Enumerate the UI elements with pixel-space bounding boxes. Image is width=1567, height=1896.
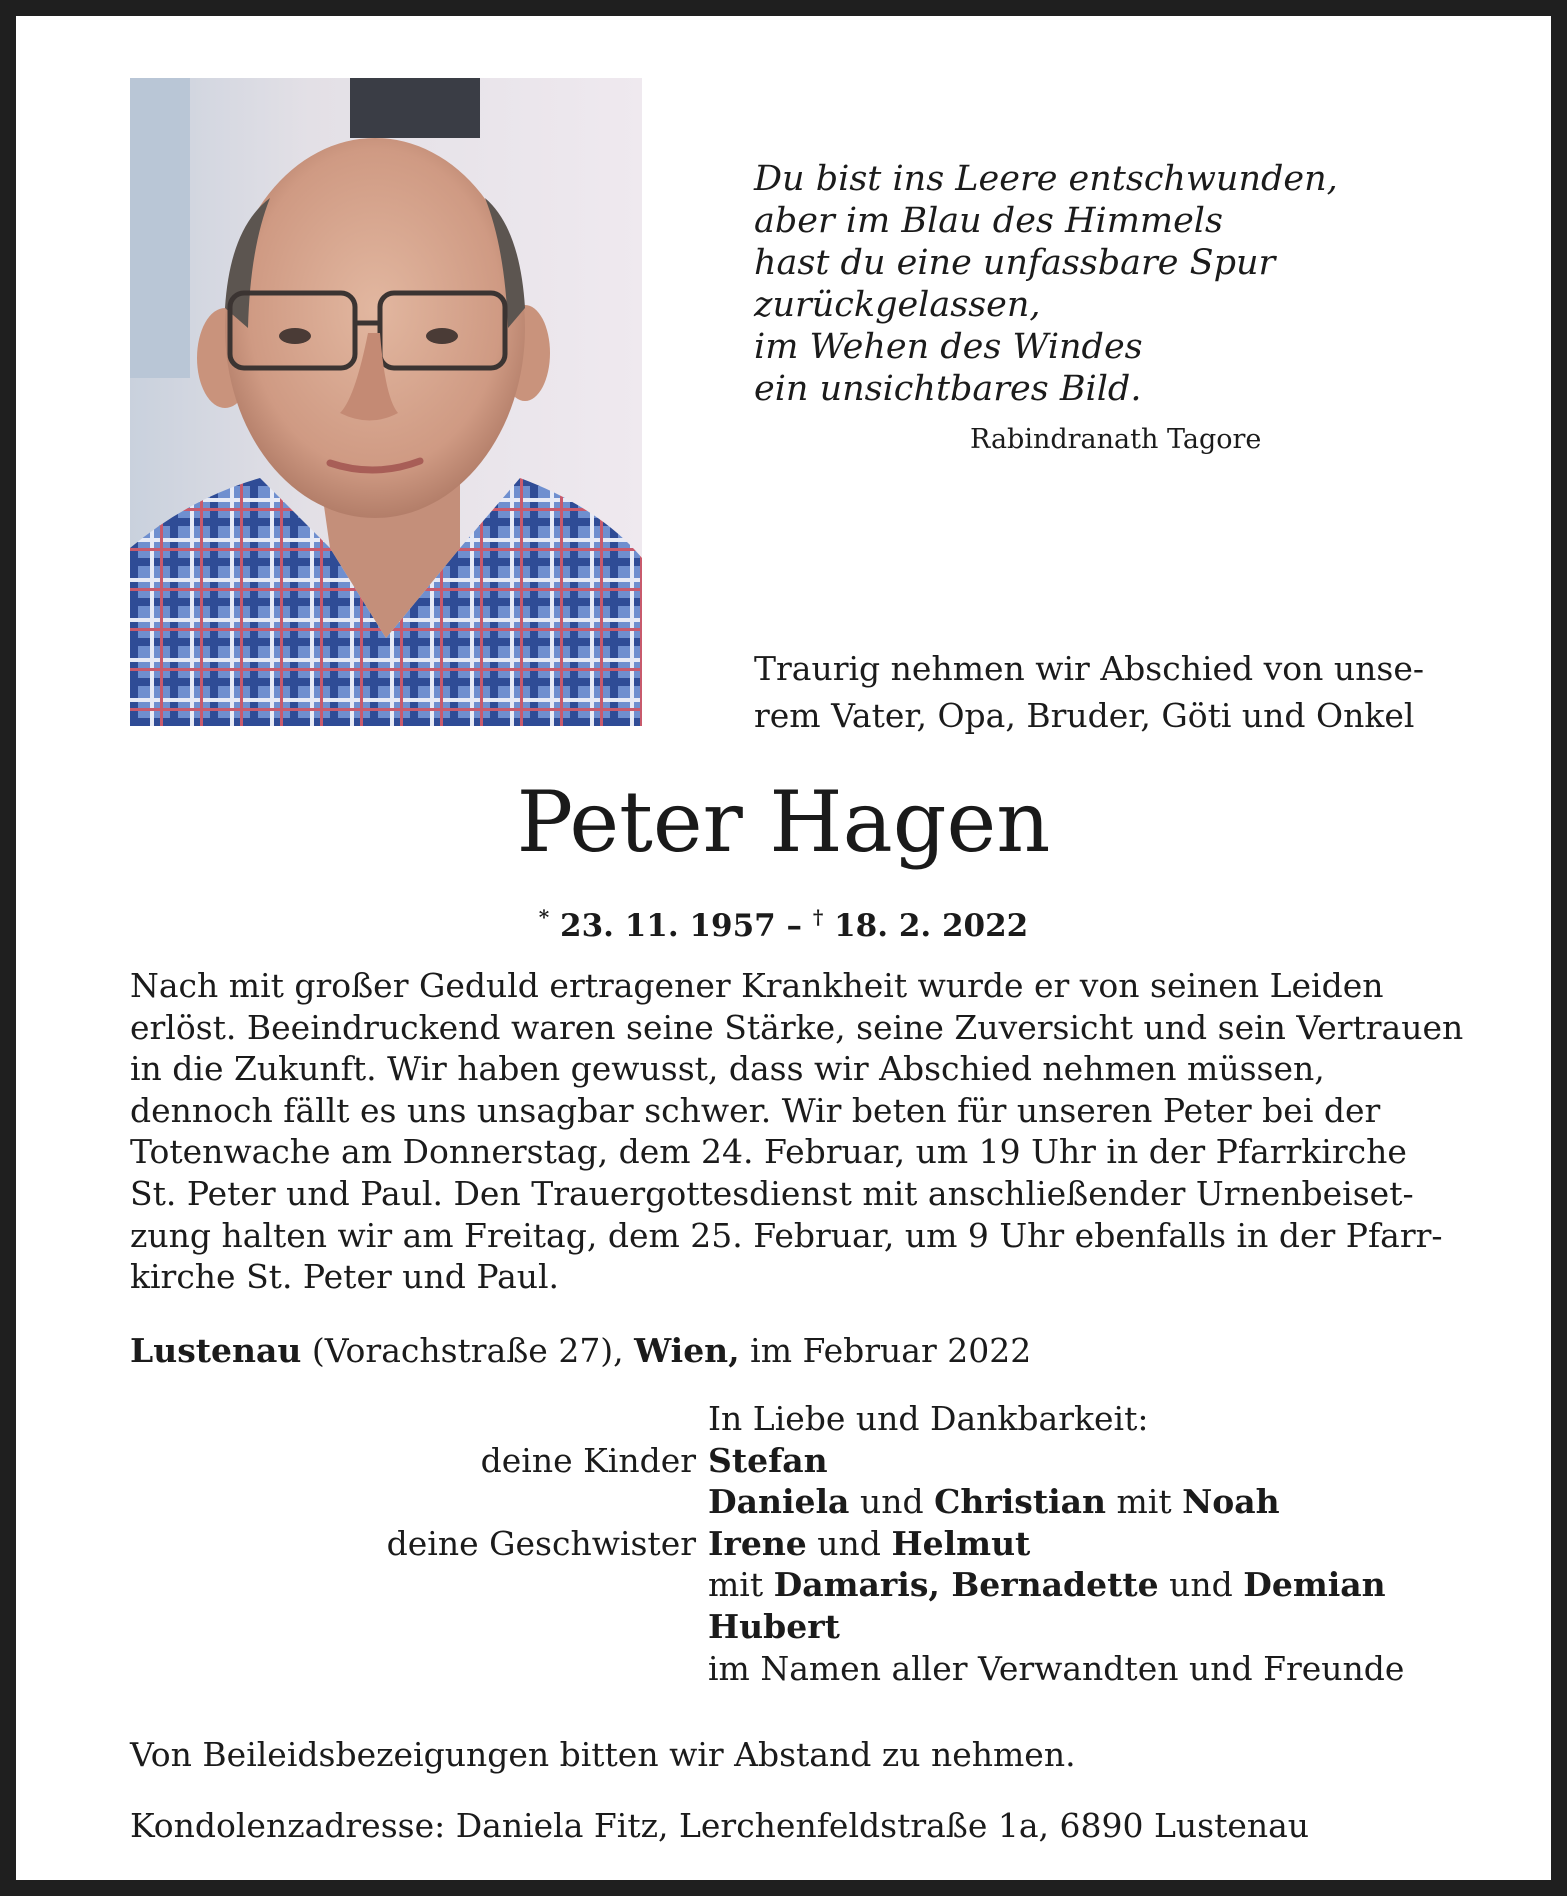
poem-line: Du bist ins Leere entschwunden, [754,159,1338,199]
poem [754,158,1454,410]
date-separator: – [786,908,803,944]
body-line: Totenwache am Donnerstag, dem 24. Februar, um 19 Uhr in der Pfarrkirche [130,1132,1407,1172]
poem-line: aber im Blau des Himmels [754,201,1223,241]
body-line: Nach mit großer Geduld ertragener Krankheit wurde er von seinen Leiden [130,966,1384,1005]
condolence-address: Kondolenzadresse: Daniela Fitz, Lerchenfeldstraße 1a, 6890 Lustenau [130,1806,1310,1845]
body-line: kirche St. Peter und Paul. [130,1257,560,1297]
place-city-lustenau: Lustenau [130,1331,302,1370]
place-date-line [130,1328,1430,1374]
intro-line: Traurig nehmen wir Abschied von unse- [754,649,1425,688]
children-label: deine Kinder [480,1440,696,1480]
poem-line: ein unsichtbares Bild. [754,369,1142,409]
body-line: erlöst. Beeindruckend waren seine Stärke, seine Zuversicht und sein Vertrauen [130,1007,1464,1047]
body-line: in die Zukunft. Wir haben gewusst, dass wir Abschied nehmen müssen, [130,1049,1325,1089]
place-date: im Februar 2022 [739,1331,1032,1370]
death-symbol: † [812,905,824,929]
condolence-note: Von Beileidsbezeigungen bitten wir Abstand zu nehmen. [130,1735,1076,1774]
poem-line: hast du eine unfassbare Spur [754,243,1276,283]
nephew-name: Demian [1243,1565,1386,1605]
intro-text [754,645,1494,739]
birth-symbol: * [538,905,550,929]
obituary-body [130,965,1464,1298]
conjunction: mit [1106,1482,1183,1522]
siblings-label: deine Geschwister [386,1523,696,1563]
partner-name: Helmut [891,1523,1031,1563]
mourners-list [130,1398,1450,1689]
conjunction: mit [708,1565,774,1605]
body-line: St. Peter und Paul. Den Trauergottesdienst mit anschließender Urnenbeiset- [130,1173,1414,1213]
portrait-photo [130,78,642,726]
conjunction: und [849,1482,935,1522]
deceased-name: Peter Hagen [516,773,1051,871]
death-date: 18. 2. 2022 [834,908,1029,944]
sibling-name: Hubert [708,1606,840,1646]
place-city-wien: Wien, [634,1331,740,1370]
child-name: Daniela [708,1482,850,1522]
child-name: Stefan [708,1440,828,1480]
conjunction: und [1158,1565,1244,1605]
niece-names: Damaris, Bernadette [773,1565,1159,1605]
partner-name: Christian [934,1482,1106,1522]
body-line: zung halten wir am Freitag, dem 25. Februar, um 9 Uhr ebenfalls in der Pfarr- [130,1215,1443,1255]
grandchild-name: Noah [1182,1482,1280,1522]
conjunction: und [806,1523,892,1563]
poem-line: zurückgelassen, [754,285,1041,325]
birth-date: 23. 11. 1957 [560,908,776,944]
signoff-closing: im Namen aller Verwandten und Freunde [708,1648,1405,1688]
place-address: (Vorachstraße 27), [301,1331,635,1370]
body-line: dennoch fällt es uns unsagbar schwer. Wir beten für unseren Peter bei der [130,1090,1381,1130]
poem-line: im Wehen des Windes [754,327,1143,367]
poem-author: Rabindranath Tagore [970,424,1262,455]
sibling-name: Irene [708,1523,807,1563]
intro-line: rem Vater, Opa, Bruder, Göti und Onkel [754,696,1415,735]
life-dates [0,895,1567,948]
signoff-heading: In Liebe und Dankbarkeit: [708,1399,1149,1438]
